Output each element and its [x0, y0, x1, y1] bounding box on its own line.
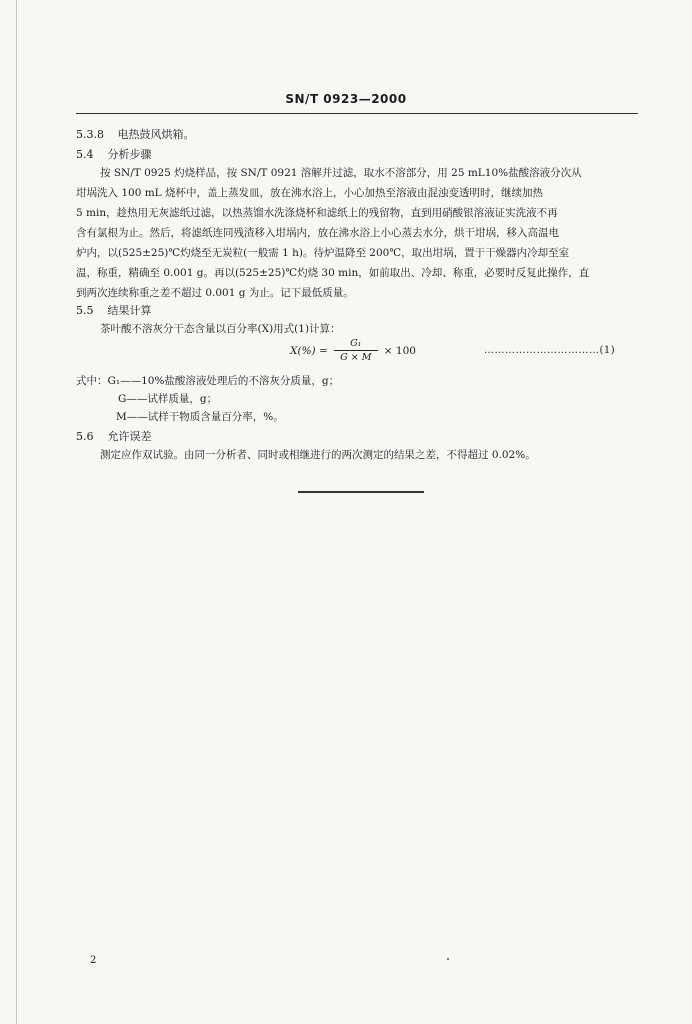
paragraph-line: 炉内，以(525±25)℃灼烧至无炭粒(一般需 1 h)。待炉温降至 200℃，取出坩埚，置于干燥器内冷却至室 — [76, 247, 570, 259]
formula-numerator: G₁ — [350, 338, 362, 349]
formula-lhs: X(%) = — [290, 344, 328, 357]
scan-speck — [447, 958, 449, 960]
page-number: 2 — [90, 955, 97, 966]
section-text: 电热鼓风烘箱。 — [117, 128, 195, 141]
paragraph-line: 坩埚洗入 100 mL 烧杯中，盖上蒸发皿，放在沸水浴上，小心加热至溶液由混浊变透明时，继续加热 — [76, 187, 543, 199]
fraction-bar — [334, 350, 378, 351]
section-title: 结果计算 — [107, 304, 152, 317]
header-rule — [76, 113, 638, 114]
where-m: M——试样干物质含量百分率，%。 — [116, 411, 284, 423]
end-rule — [298, 491, 424, 493]
section-5-4-heading — [76, 148, 638, 162]
paragraph-line: 5 min，趁热用无灰滤纸过滤，以热蒸馏水洗涤烧杯和滤纸上的残留物，直到用硝酸银溶液证实洗液不再 — [76, 207, 558, 219]
formula-rhs: × 100 — [383, 344, 416, 357]
section-title: 允许误差 — [107, 430, 152, 443]
where-g1 — [76, 374, 638, 388]
tolerance-text: 测定应作双试验。由同一分析者、同时或相继进行的两次测定的结果之差，不得超过 0.02%。 — [100, 449, 536, 461]
section-5-6-heading — [76, 430, 638, 444]
where-g: G——试样质量，g； — [118, 393, 218, 405]
section-number: 5.5 — [76, 304, 94, 317]
section-title: 分析步骤 — [107, 148, 152, 161]
where-g1-text: G₁——10%盐酸溶液处理后的不溶灰分质量，g； — [107, 375, 340, 387]
calc-intro: 茶叶酸不溶灰分干态含量以百分率(X)用式(1)计算： — [100, 323, 341, 335]
where-intro: 式中： — [76, 375, 108, 387]
formula — [290, 338, 416, 363]
paragraph-line: 到两次连续称重之差不超过 0.001 g 为止。记下最低质量。 — [76, 287, 354, 299]
formula-number: ……………………………(1) — [484, 345, 616, 356]
paragraph-line: 按 SN/T 0925 灼烧样品，按 SN/T 0921 溶解并过滤，取水不溶部分，用 25 mL10%盐酸溶液分次从 — [100, 167, 582, 179]
paragraph-line: 温，称重，精确至 0.001 g。再以(525±25)℃灼烧 30 min，如前取出、冷却、称重，必要时反复此操作，直 — [76, 267, 590, 279]
section-number: 5.4 — [76, 148, 94, 161]
section-number: 5.3.8 — [76, 128, 104, 141]
paragraph-line: 含有氯根为止。然后，将滤纸连同残渣移入坩埚内，放在沸水浴上小心蒸去水分，烘干坩埚，移入高温电 — [76, 227, 559, 239]
formula-fraction — [334, 338, 378, 363]
section-number: 5.6 — [76, 430, 94, 443]
formula-denominator: G × M — [340, 352, 372, 363]
scan-edge-line — [16, 0, 17, 1024]
page-header: SN/T 0923—2000 — [285, 92, 407, 106]
section-5-3-8 — [76, 128, 638, 142]
section-5-5-heading — [76, 304, 638, 318]
